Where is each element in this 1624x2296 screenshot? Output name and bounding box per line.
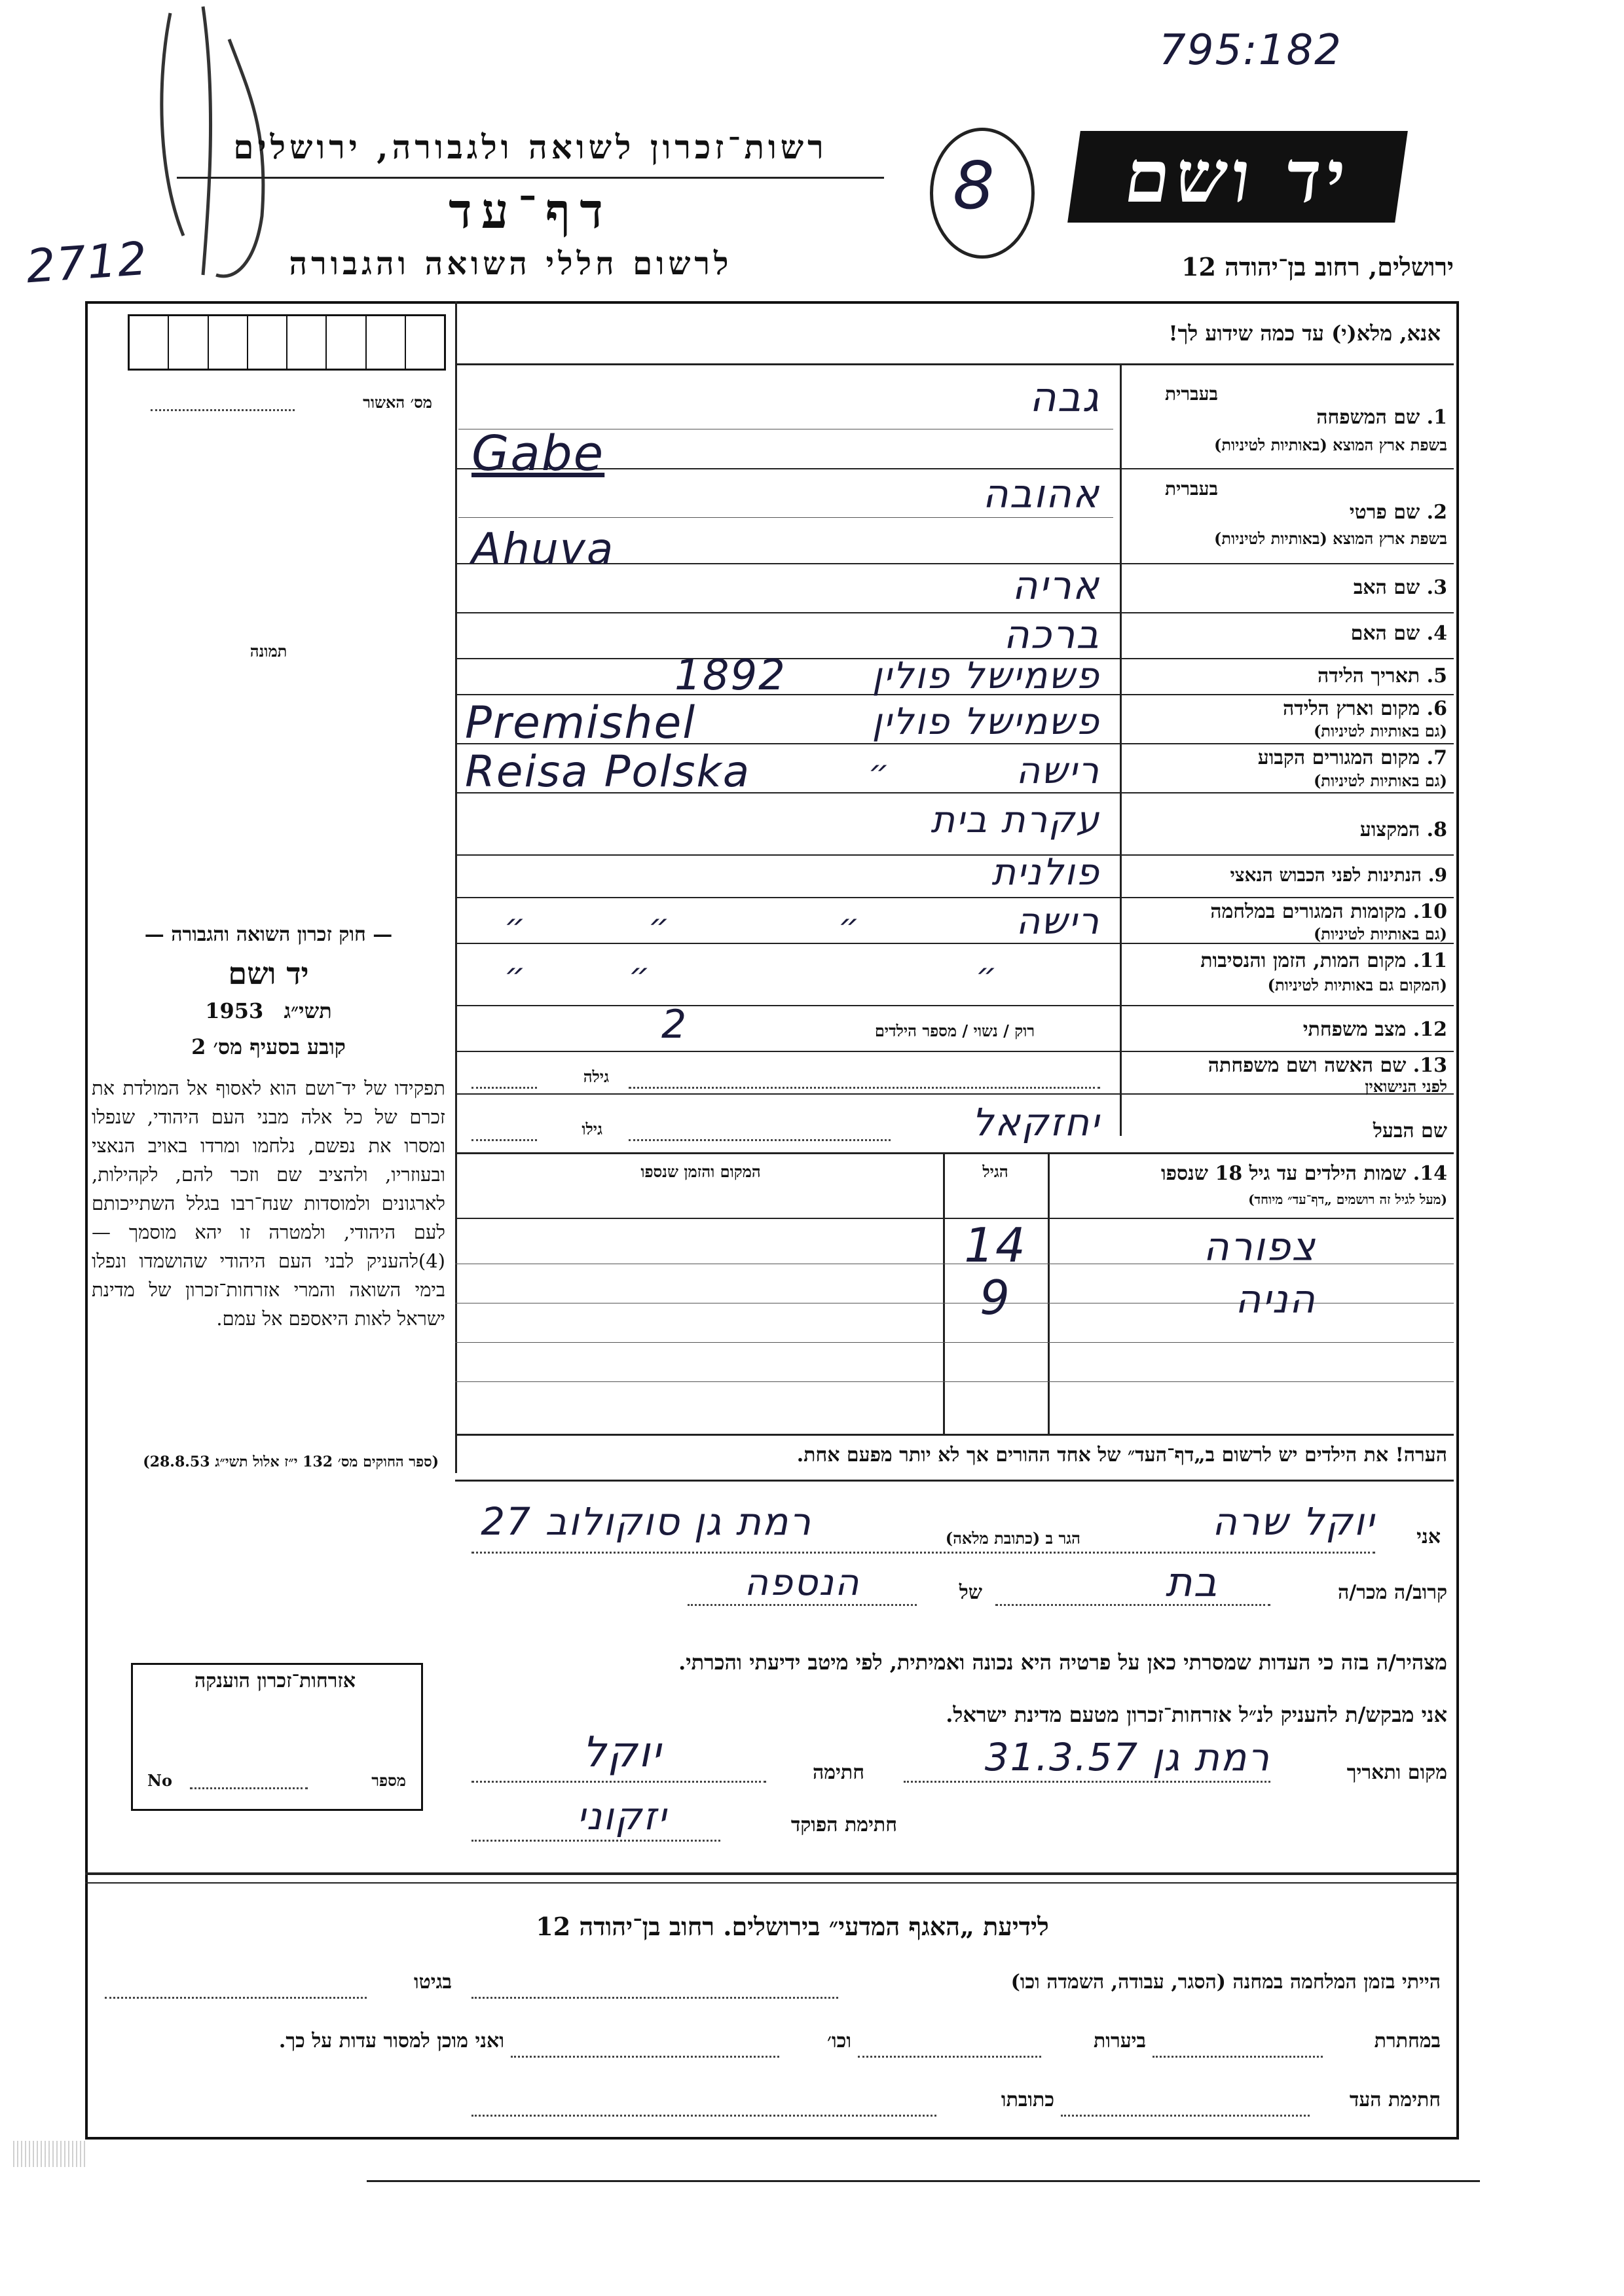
law-year-num: 1953 xyxy=(205,998,264,1023)
f4-label: 4. שם האם xyxy=(1350,622,1447,645)
footer-line1: הייתי בזמן המלחמה במחנה (הסגר, עבודה, השמדה וכו) xyxy=(1010,1971,1441,1994)
f5-value[interactable]: 1892 xyxy=(674,651,786,700)
scan-smudge xyxy=(13,2141,85,2167)
institution-name: רשות־זכרון לשואה ולגבורה, ירושלים xyxy=(233,128,828,166)
f12-children[interactable]: 2 xyxy=(661,1002,688,1048)
footer-ghetto: בגיטו xyxy=(413,1971,452,1994)
f1-label: 1. שם המשפחה xyxy=(1316,406,1447,429)
f2-value-latin[interactable]: Ahuva xyxy=(471,524,615,574)
footer-address: כתובתו xyxy=(1001,2088,1054,2111)
citizenship-no-label: No xyxy=(147,1771,172,1790)
f12-label: 12. מצב משפחתי xyxy=(1302,1018,1447,1041)
f14-label: 14. שמות הילדים עד גיל 18 שנספו xyxy=(1160,1162,1447,1185)
f7-label: 7. מקום המגורים הקבוע xyxy=(1257,746,1447,769)
footer-witness-sig: חתימת העד xyxy=(1349,2088,1441,2111)
decl-i: אני xyxy=(1416,1525,1441,1548)
child-1-name[interactable]: צפורה xyxy=(1203,1224,1316,1270)
f11-sub: (המקום גם באותיות לטיניות) xyxy=(1267,975,1447,994)
place-date-label: מקום ותאריך xyxy=(1346,1761,1447,1784)
f7-ditto: ״ xyxy=(868,753,891,791)
f13-label: 13. שם האשה ושם משפחתה xyxy=(1208,1054,1447,1077)
decl-relative-value[interactable]: בת xyxy=(1165,1558,1219,1606)
f8-label: 8. המקצוע xyxy=(1359,818,1447,841)
signature-value[interactable]: יוקל xyxy=(582,1728,662,1777)
f2-value-hebrew[interactable]: אהובה xyxy=(982,471,1100,517)
citizenship-title: אזרחות־זכרון הוענקה xyxy=(194,1669,356,1692)
f7-sub: (גם באותיות לטיניות) xyxy=(1313,771,1447,790)
law-year-he: תשי״ג xyxy=(284,998,332,1023)
f10-ditto-3: ״ xyxy=(838,907,861,945)
f5-label: 5. תאריך הלידה xyxy=(1318,665,1447,687)
approval-label: מס׳ האשור xyxy=(363,393,432,412)
photo-label: תמונה xyxy=(249,642,287,661)
f8-value[interactable]: עקרת בית xyxy=(931,799,1100,841)
f4-value[interactable]: ברכה xyxy=(1003,612,1100,658)
law-title: — חוק זכרון השואה והגבורה — xyxy=(144,923,393,946)
f10-sub: (גם באותיות לטיניות) xyxy=(1313,924,1447,943)
f3-label: 3. שם האב xyxy=(1353,576,1447,599)
decl-address[interactable]: רמת גן סוקולוב 27 xyxy=(481,1499,812,1544)
form-subtitle: לרשום חללי השואה והגבורה xyxy=(289,246,733,282)
f2-hebrew-tag: בעברית xyxy=(1164,478,1218,500)
f14-sub: (מעל לגיל זה רושמים „דף־עד״ מיוחד) xyxy=(1248,1192,1447,1207)
husband-value[interactable]: יחזקאל xyxy=(972,1100,1100,1144)
f6-value-hebrew[interactable]: פשמישל פולין xyxy=(872,701,1100,743)
signature-label: חתימה xyxy=(813,1761,864,1784)
f13-sub: לפני הנישואין xyxy=(1365,1077,1447,1096)
f7-value-hebrew[interactable]: רישה xyxy=(1016,750,1100,792)
f10-ditto-2: ״ xyxy=(648,907,671,945)
f2-sub: בשפת ארץ המוצא (באותיות לטיניות) xyxy=(1214,529,1447,548)
f10-label: 10. מקומות המגורים במלחמה xyxy=(1210,900,1447,923)
circled-number-value: 8 xyxy=(953,147,996,224)
f3-value[interactable]: אריה xyxy=(1012,563,1100,609)
decl-relative-label: קרוב/ה מכר/ה xyxy=(1338,1581,1447,1604)
archive-number: 795:182 xyxy=(1159,26,1342,75)
f11-ditto-3: ״ xyxy=(976,956,999,994)
margin-note: 2712 xyxy=(24,231,150,294)
footer-forest: ביערות xyxy=(1093,2030,1146,2052)
footer-etc: וכו׳ xyxy=(827,2030,851,2052)
child-1-age[interactable]: 14 xyxy=(964,1218,1027,1273)
f6-value-latin[interactable]: Premishel xyxy=(465,697,697,749)
law-clause: קובע בסעיף מס׳ 2 xyxy=(191,1034,346,1059)
f2-label: 2. שם פרטי xyxy=(1349,501,1447,524)
note: הערה! את הילדים יש לרשום ב„דף־העד״ של אחד ההורים אך לא יותר מפעם אחת. xyxy=(796,1444,1447,1467)
col-place: המקום והזמן שנספו xyxy=(640,1162,761,1181)
f10-value[interactable]: רישה xyxy=(1016,900,1100,943)
f1-value-hebrew[interactable]: גבה xyxy=(1029,373,1100,421)
f12-options[interactable]: רוק / נשוי / מספר הילדים xyxy=(874,1021,1035,1040)
f1-value-latin[interactable]: Gabe xyxy=(471,426,605,482)
f5-value-place[interactable]: פשמישל פולין xyxy=(872,655,1100,697)
yad-vashem-logo: יד ושם xyxy=(1067,131,1408,223)
decl-witness[interactable]: יוקל שרה xyxy=(1211,1499,1375,1544)
col-age: הגיל xyxy=(982,1162,1008,1181)
f6-label: 6. מקום וארץ הלידה xyxy=(1282,697,1447,720)
f6-sub: (גם באותיות לטיניות) xyxy=(1313,721,1447,740)
form-title: דף־עד xyxy=(449,183,612,240)
officer-label: חתימת הפוקד xyxy=(790,1813,897,1836)
footer-hiding: במחתרת xyxy=(1374,2030,1441,2052)
husband-age-label: גילו xyxy=(581,1120,602,1139)
decl-of-value[interactable]: הנספה xyxy=(744,1561,860,1604)
f9-value[interactable]: פולנית xyxy=(991,851,1100,894)
decl-of-label: של xyxy=(959,1581,982,1604)
f11-label: 11. מקום המות, הזמן והנסיבות xyxy=(1200,949,1447,972)
officer-value[interactable]: יזקוני xyxy=(576,1794,668,1838)
child-2-age[interactable]: 9 xyxy=(980,1270,1011,1325)
f11-ditto-1: ״ xyxy=(504,956,527,994)
f7-value-latin[interactable]: Reisa Polska xyxy=(465,746,751,797)
decl-lives-label: הגר ב (כתובת מלאה) xyxy=(945,1529,1080,1548)
header-address: ירושלים, רחוב בן־יהודה 12 xyxy=(1181,252,1454,282)
f9-label: 9. הנתינות לפני הכבוש הנאצי xyxy=(1230,864,1447,886)
footer-title: לידיעת „האגף המדעי״ בירושלים. רחוב בן־יהודה 12 xyxy=(536,1912,1049,1941)
decl-request: אני מבקש/ת להעניק לנ״ל אזרחות־זכרון מטעם מדינת ישראל. xyxy=(946,1702,1447,1727)
law-name: יד ושם xyxy=(228,956,309,991)
place-date-value[interactable]: רמת גן 31.3.57 xyxy=(984,1735,1270,1779)
f1-hebrew-tag: בעברית xyxy=(1164,383,1218,405)
instruction: אנא, מלא(י) עד כמה שידוע לך! xyxy=(1168,321,1441,346)
decl-statement: מצהיר/ה בזה כי העדות שמסרתי כאן על פרטיה היא נכונה ואמיתית, לפי מיטב ידיעתי והכרתי. xyxy=(678,1650,1447,1675)
footer-end: ואני מוכן למסור עדות על כך. xyxy=(278,2030,504,2052)
law-citation: (ספר החוקים מס׳ 132 י״ז אלול תשי״ג 28.8.53) xyxy=(143,1453,439,1470)
f1-sub: בשפת ארץ המוצא (באותיות לטיניות) xyxy=(1214,435,1447,454)
citizenship-number-label: מספר xyxy=(371,1771,406,1790)
law-year xyxy=(92,998,445,1023)
approval-number-boxes[interactable] xyxy=(128,314,446,371)
law-body: תפקידו של יד־ושם הוא לאסוף אל המולדת את זכרם של כל אלה מבני העם היהודי, שנפלו ומסרו את נפשם, נלחמו ומרדו באויב הנאצי ובעוזריו, ולהציב שם וזכר להם, לקהילות, לארגונים ולמוסדות שנח־רבו בגלל השתייכותם לעם היהודי, ולמטרה זו יהא מוסמך — (4)להעניק לבני העם היהודי שהושמדו ונפלו בימי השואה והמרי אזרחות־זכרון של מדינת ישראל לאות היאספם אל עמם. xyxy=(92,1077,445,1330)
husband-label: שם הבעל xyxy=(1373,1120,1447,1142)
child-2-name[interactable]: הניה xyxy=(1235,1277,1316,1322)
f13-age-label: גילה xyxy=(583,1067,609,1086)
f11-ditto-2: ״ xyxy=(629,956,652,994)
f10-ditto-1: ״ xyxy=(504,907,527,945)
